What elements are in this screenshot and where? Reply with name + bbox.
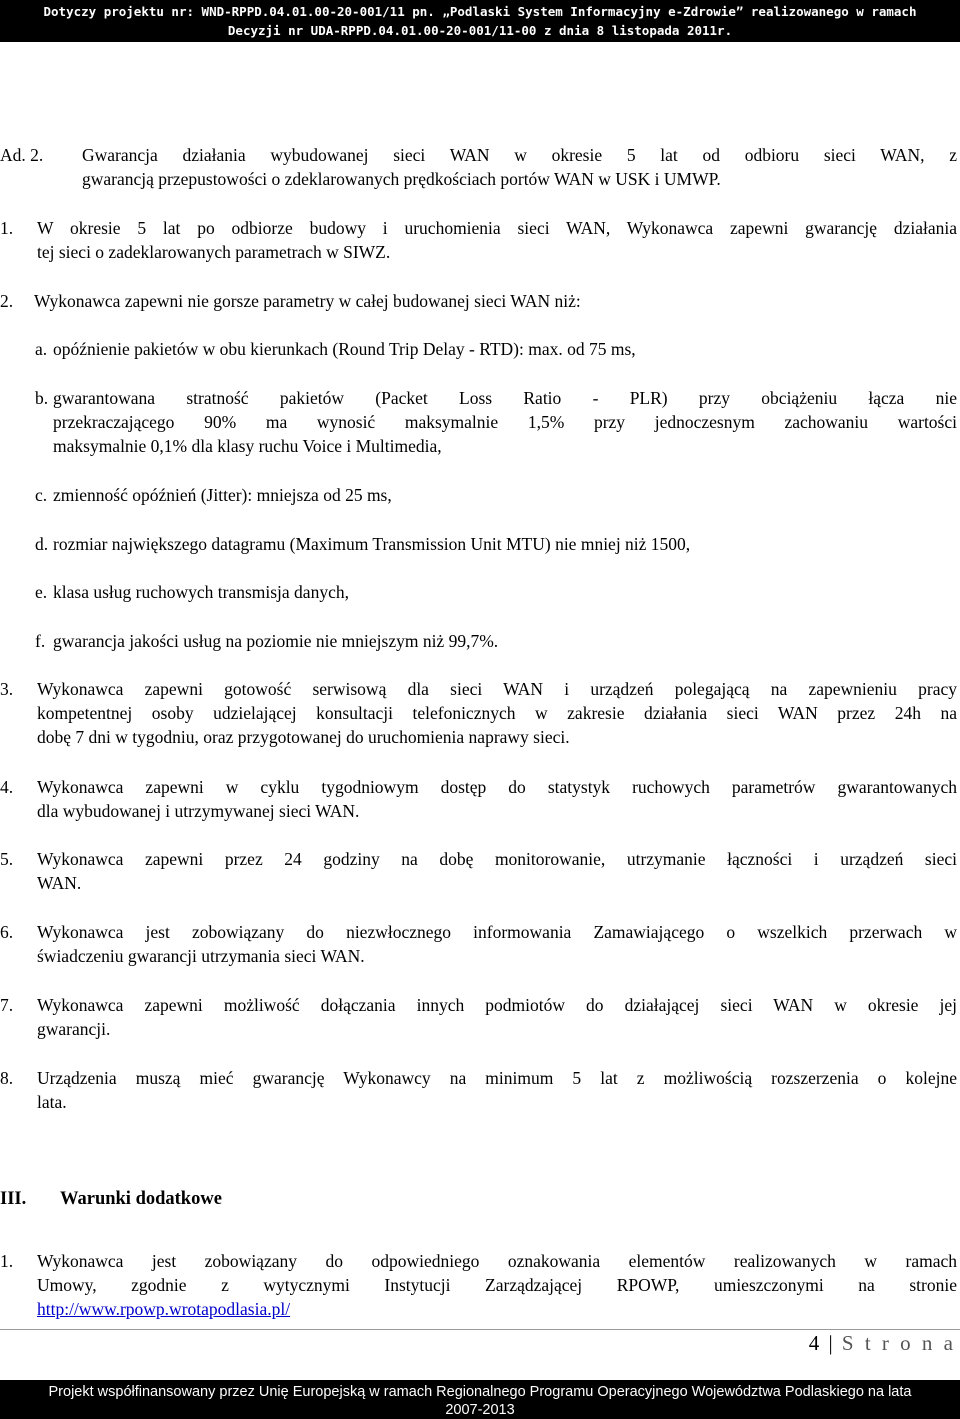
list-item-8-line-1: Urządzenia muszą mieć gwarancję Wykonawcy na minimum 5 lat z możliwością rozszerzenia o kolejne: [37, 1068, 957, 1088]
list-item-4-line-2: dla wybudowanej i utrzymywanej sieci WAN.: [37, 801, 360, 821]
page-number-value: 4: [808, 1331, 822, 1355]
sub-item-a-letter: a.: [35, 339, 48, 359]
section-iii-item-1-line-1: Wykonawca jest zobowiązany do odpowiedniego oznakowania elementów realizowanych w ramach: [37, 1251, 957, 1271]
list-item-1-line-2: tej sieci o zadeklarowanych parametrach w SIWZ.: [37, 242, 391, 262]
sub-item-e-text: klasa usług ruchowych transmisja danych,: [53, 582, 349, 602]
list-item-8-line-2: lata.: [37, 1092, 67, 1112]
section-ad2-heading: [0, 143, 957, 191]
sub-item-e: [35, 580, 957, 604]
list-item-6-number: 6.: [0, 922, 14, 942]
list-item-6: [0, 920, 957, 968]
list-item-3: [0, 677, 957, 749]
footer-banner: [0, 1380, 960, 1419]
list-item-4-line-1: Wykonawca zapewni w cyklu tygodniowym dostęp do statystyk ruchowych parametrów gwarantowanych: [37, 777, 957, 797]
list-item-1-line-1: W okresie 5 lat po odbiorze budowy i uruchomienia sieci WAN, Wykonawca zapewni gwarancję działania: [37, 218, 957, 238]
page-number-separator: |: [828, 1331, 835, 1355]
list-item-3-line-1: Wykonawca zapewni gotowość serwisową dla sieci WAN i urządzeń polegającą na zapewnieniu pracy: [37, 679, 957, 699]
header-line-2: Decyzji nr UDA-RPPD.04.01.00-20-001/11-00 z dnia 8 listopada 2011r.: [227, 23, 733, 38]
list-item-1: [0, 216, 957, 264]
list-item-5-line-2: WAN.: [37, 873, 82, 893]
page-number: [809, 1331, 956, 1356]
list-item-6-line-1: Wykonawca jest zobowiązany do niezwłocznego informowania Zamawiającego o wszelkich przerwach w: [37, 922, 957, 942]
section-iii-title: Warunki dodatkowe: [60, 1189, 222, 1209]
list-item-2: [0, 289, 957, 313]
section-ad2-title-line-2: gwarancją przepustowości o zdeklarowanych prędkościach portów WAN w USK i UMWP.: [82, 169, 721, 189]
header-line-1: Dotyczy projektu nr: WND-RPPD.04.01.00-20-001/11 pn. „Podlaski System Informacyjny e-Zdrowie” realizowanego w ramach: [43, 4, 917, 19]
header-banner: [0, 0, 960, 42]
sub-item-b-line-3: maksymalnie 0,1% dla klasy ruchu Voice i Multimedia,: [53, 436, 442, 456]
section-iii-item-1: [0, 1249, 957, 1321]
section-iii-label: III.: [0, 1189, 27, 1209]
sub-item-c: [35, 483, 957, 507]
list-item-4: [0, 775, 957, 823]
section-iii-item-1-line-2: Umowy, zgodnie z wytycznymi Instytucji Zarządzającej RPOWP, umieszczonymi na stronie: [37, 1275, 957, 1295]
page-number-label: S t r o n a: [841, 1331, 956, 1355]
sub-item-f-letter: f.: [35, 631, 46, 651]
list-item-5-number: 5.: [0, 849, 14, 869]
list-item-7-number: 7.: [0, 995, 14, 1015]
list-item-2-text: Wykonawca zapewni nie gorsze parametry w całej budowanej sieci WAN niż:: [34, 291, 581, 311]
list-item-3-line-3: dobę 7 dni w tygodniu, oraz przygotowanej do uruchomienia naprawy sieci.: [37, 727, 570, 747]
sub-item-a-text: opóźnienie pakietów w obu kierunkach (Round Trip Delay - RTD): max. od 75 ms,: [53, 339, 636, 359]
list-item-7-line-2: gwarancji.: [37, 1019, 111, 1039]
sub-item-d-letter: d.: [35, 534, 49, 554]
footer-line-1: Projekt współfinansowany przez Unię Europejską w ramach Regionalnego Programu Operacyjnego Województwa Podlaskiego na lata: [48, 1384, 912, 1400]
list-item-7-line-1: Wykonawca zapewni możliwość dołączania innych podmiotów do działającej sieci WAN w okresie jej: [37, 995, 957, 1015]
rpowp-website-link[interactable]: http://www.rpowp.wrotapodlasia.pl/: [37, 1299, 291, 1319]
sub-item-c-text: zmienność opóźnień (Jitter): mniejsza od 25 ms,: [53, 485, 392, 505]
section-iii-item-1-number: 1.: [0, 1251, 14, 1271]
sub-item-d-text: rozmiar największego datagramu (Maximum Transmission Unit MTU) nie mniej niż 1500,: [53, 534, 691, 554]
sub-item-b-line-1: gwarantowana stratność pakietów (Packet Loss Ratio - PLR) przy obciążeniu łącza nie: [53, 388, 957, 408]
list-item-6-line-2: świadczeniu gwarancji utrzymania sieci WAN.: [37, 946, 365, 966]
sub-item-d: [35, 532, 957, 556]
list-item-5-line-1: Wykonawca zapewni przez 24 godziny na dobę monitorowanie, utrzymanie łączności i urządzeń sieci: [37, 849, 957, 869]
list-item-1-number: 1.: [0, 218, 14, 238]
list-item-3-number: 3.: [0, 679, 14, 699]
list-item-4-number: 4.: [0, 777, 14, 797]
list-item-8: [0, 1066, 957, 1114]
list-item-2-number: 2.: [0, 291, 14, 311]
sub-item-a: [35, 337, 957, 361]
sub-item-c-letter: c.: [35, 485, 48, 505]
sub-item-f: [35, 629, 957, 653]
sub-item-b-line-2: przekraczającego 90% ma wynosić maksymalnie 1,5% przy jednoczesnym zachowaniu wartości: [53, 412, 957, 432]
sub-item-f-text: gwarancja jakości usług na poziomie nie mniejszym niż 99,7%.: [53, 631, 499, 651]
sub-item-e-letter: e.: [35, 582, 48, 602]
section-ad2-title-line-1: Gwarancja działania wybudowanej sieci WAN w okresie 5 lat od odbioru sieci WAN, z: [82, 145, 957, 165]
footer-line-2: 2007-2013: [445, 1402, 515, 1418]
sub-item-b-letter: b.: [35, 388, 49, 408]
section-ad2-label: Ad. 2.: [0, 145, 44, 165]
list-item-7: [0, 993, 957, 1041]
list-item-3-line-2: kompetentnej osoby udzielającej konsultacji telefonicznych w zakresie działania sieci WAN przez 24h na: [37, 703, 957, 723]
list-item-8-number: 8.: [0, 1068, 14, 1088]
list-item-5: [0, 847, 957, 895]
footer-divider: [0, 1329, 960, 1330]
sub-item-b: [35, 386, 957, 458]
